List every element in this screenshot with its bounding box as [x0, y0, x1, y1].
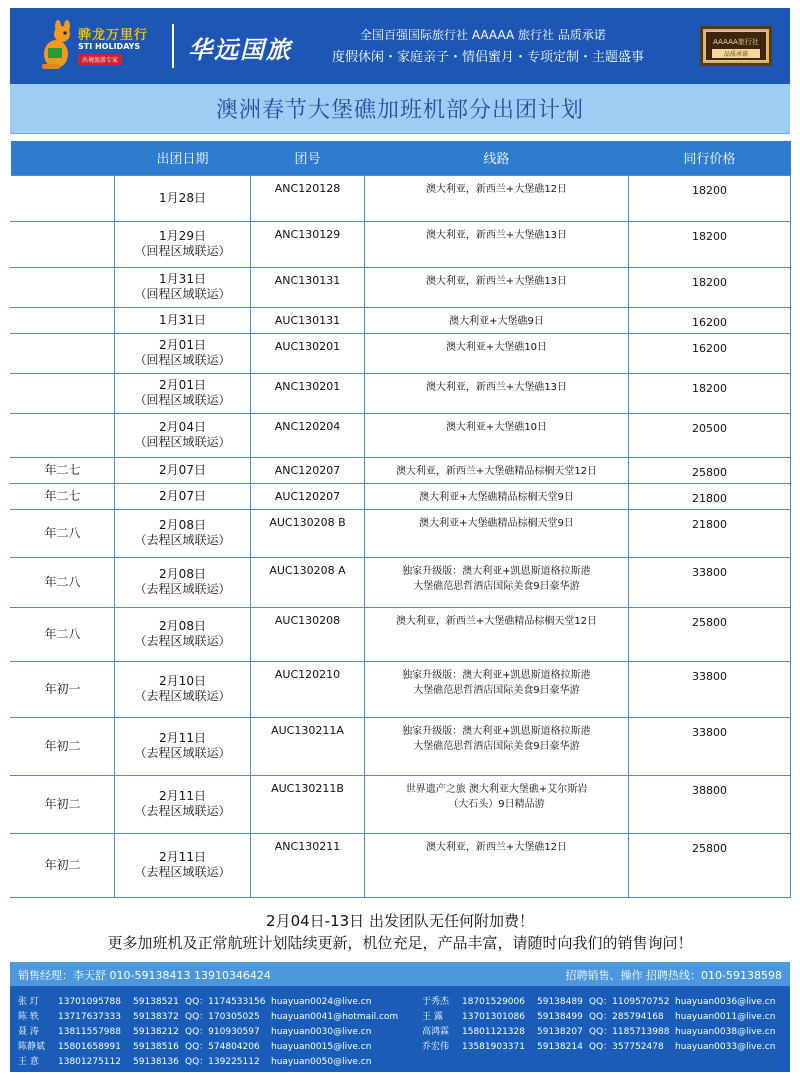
price-cell — [629, 607, 791, 661]
lunar-date-cell — [11, 175, 115, 221]
departure-date: 2月10日 — [159, 674, 206, 688]
lunar-date: 年二八 — [44, 575, 81, 589]
contact-name: 陈 轶 — [18, 1012, 39, 1022]
route-cell — [365, 307, 629, 333]
company-logo — [34, 18, 162, 74]
group-code: ANC120128 — [274, 181, 341, 195]
date-note: （去程区域联运） — [134, 634, 231, 648]
contact-mobile: 13701301086 — [462, 1012, 525, 1022]
route-cell — [365, 775, 629, 833]
contact-name: 陈静斌 — [18, 1042, 46, 1052]
contact-email[interactable]: huayuan0050@live.cn — [271, 1057, 372, 1067]
group-code: ANC120207 — [274, 463, 341, 477]
contact-name: 王 露 — [422, 1012, 443, 1022]
route-cell — [365, 661, 629, 717]
group-code-cell — [251, 413, 365, 457]
lunar-date: 年初二 — [44, 797, 81, 811]
departure-date: 2月04日 — [159, 420, 206, 434]
route-line-1: 澳大利亚，新西兰+大堡礁12日 — [425, 841, 568, 853]
route-cell — [365, 509, 629, 557]
page-title: 澳洲春节大堡礁加班机部分出团计划 — [215, 98, 584, 123]
table-row — [11, 775, 791, 833]
departure-date-cell — [115, 717, 251, 775]
contact-phone: 59138516 — [133, 1042, 179, 1052]
group-code: ANC130201 — [274, 379, 341, 393]
contact-row — [18, 994, 398, 1009]
group-code-cell — [251, 267, 365, 307]
table-row — [11, 483, 791, 509]
group-code-cell — [251, 221, 365, 267]
contact-mobile: 13801275112 — [58, 1057, 121, 1067]
lunar-date-cell — [11, 413, 115, 457]
route-line-1: 独家升级版：澳大利亚+凯恩斯道格拉斯港 — [402, 725, 591, 737]
contact-row — [422, 1039, 775, 1054]
table-row — [11, 333, 791, 373]
recruitment-info: 招聘销售、操作 招聘热线：010-59138598 — [565, 969, 782, 982]
peer-price: 18200 — [692, 229, 727, 243]
route-line-1: 澳大利亚，新西兰+大堡礁精品棕榈天堂12日 — [395, 465, 598, 477]
contact-row — [18, 1024, 398, 1039]
price-cell — [629, 175, 791, 221]
group-code-cell — [251, 775, 365, 833]
contact-email[interactable]: huayuan0011@live.cn — [675, 1012, 776, 1022]
price-cell — [629, 333, 791, 373]
route-cell — [365, 717, 629, 775]
group-code: AUC130211A — [271, 723, 344, 737]
contact-email[interactable]: huayuan0041@hotmail.com — [271, 1012, 399, 1022]
contacts-left-column — [18, 994, 398, 1069]
contact-qq: QQ：910930597 — [185, 1027, 260, 1037]
group-code: AUC130208 B — [269, 515, 346, 529]
lunar-date-cell — [11, 509, 115, 557]
group-code: ANC130129 — [274, 227, 341, 241]
contact-phone: 59138499 — [537, 1012, 583, 1022]
route-cell — [365, 267, 629, 307]
lunar-date-cell — [11, 267, 115, 307]
date-note: （去程区域联运） — [134, 804, 231, 818]
contact-name: 聂 涛 — [18, 1027, 39, 1037]
table-row — [11, 267, 791, 307]
departure-date: 2月01日 — [159, 378, 206, 392]
contact-qq: QQ：357752478 — [589, 1042, 664, 1052]
peer-price: 18200 — [692, 381, 727, 395]
peer-price: 16200 — [692, 315, 727, 329]
contacts-panel — [10, 986, 790, 1072]
price-cell — [629, 833, 791, 897]
table-row — [11, 413, 791, 457]
departure-date-cell — [115, 661, 251, 717]
contact-row — [422, 1009, 775, 1024]
route-line-1: 澳大利亚，新西兰+大堡礁13日 — [425, 275, 568, 287]
group-code-cell — [251, 833, 365, 897]
contact-mobile: 13811557988 — [58, 1027, 121, 1037]
departure-date: 1月31日 — [159, 312, 206, 327]
contact-qq: QQ：1109570752 — [589, 997, 670, 1007]
group-code: ANC130131 — [274, 273, 341, 287]
contact-name: 于秀杰 — [422, 997, 450, 1007]
route-cell — [365, 833, 629, 897]
peer-price: 33800 — [692, 669, 727, 683]
table-row — [11, 833, 791, 897]
badge-title: AAAAA旅行社 — [713, 38, 759, 46]
group-code-cell — [251, 175, 365, 221]
peer-price: 16200 — [692, 341, 727, 355]
price-cell — [629, 307, 791, 333]
peer-price: 18200 — [692, 183, 727, 197]
date-note: （去程区域联运） — [134, 533, 231, 547]
notice-no-surcharge: 2月04日-13日 出发团队无任何附加费！ — [266, 912, 534, 930]
header-group-code: 团号 — [251, 141, 365, 175]
price-cell — [629, 717, 791, 775]
contact-name: 张 玎 — [18, 997, 39, 1007]
price-cell — [629, 221, 791, 267]
table-row — [11, 457, 791, 483]
departure-date: 1月28日 — [159, 190, 206, 205]
departure-date-cell — [115, 457, 251, 483]
peer-price: 38800 — [692, 783, 727, 797]
route-line-1: 澳大利亚，新西兰+大堡礁13日 — [425, 381, 568, 393]
group-code: AUC120207 — [274, 489, 341, 503]
departure-date: 2月07日 — [159, 462, 206, 477]
header-route: 线路 — [365, 141, 629, 175]
price-cell — [629, 661, 791, 717]
group-code: ANC130211 — [274, 839, 341, 853]
departure-date: 2月11日 — [159, 850, 206, 864]
group-code-cell — [251, 717, 365, 775]
route-cell — [365, 373, 629, 413]
contact-phone: 59138136 — [133, 1057, 179, 1067]
date-note: （去程区域联运） — [134, 746, 231, 760]
peer-price: 33800 — [692, 565, 727, 579]
lunar-date-cell — [11, 557, 115, 607]
contact-name: 高鸿霖 — [422, 1027, 450, 1037]
sales-manager: 销售经理：李天舒 010-59138413 13910346424 — [18, 969, 271, 982]
lunar-date: 年初一 — [44, 682, 81, 696]
departure-date-cell — [115, 775, 251, 833]
lunar-date: 年初二 — [44, 858, 81, 872]
departure-date-cell — [115, 373, 251, 413]
departure-date-cell — [115, 175, 251, 221]
departure-date-cell — [115, 509, 251, 557]
date-note: （回程区域联运） — [134, 353, 231, 367]
title-bar — [10, 84, 790, 134]
table-row — [11, 221, 791, 267]
contact-email[interactable]: huayuan0033@live.cn — [675, 1042, 776, 1052]
departure-date: 1月29日 — [159, 229, 206, 243]
departure-date: 2月08日 — [159, 567, 206, 581]
lunar-date-cell — [11, 373, 115, 413]
contact-qq: QQ：1174533156 — [185, 997, 266, 1007]
lunar-date-cell — [11, 457, 115, 483]
departure-date-cell — [115, 333, 251, 373]
route-line-1: 澳大利亚+大堡礁9日 — [449, 315, 544, 327]
header-date: 出团日期 — [115, 141, 251, 175]
route-line-2: 大堡礁范思哲酒店国际美食9日豪华游 — [413, 684, 580, 696]
route-cell — [365, 333, 629, 373]
contacts-right-column — [422, 994, 775, 1054]
lunar-date-cell — [11, 483, 115, 509]
brand-name: 华远国旅 — [188, 36, 292, 64]
departure-date-cell — [115, 221, 251, 267]
table-row — [11, 509, 791, 557]
header-lunar — [11, 141, 115, 175]
lunar-date-cell — [11, 717, 115, 775]
contact-phone: 59138207 — [537, 1027, 583, 1037]
logo-english-name: STI HOLIDAYS — [78, 42, 141, 51]
departure-date: 1月31日 — [159, 272, 206, 286]
contact-phone: 59138372 — [133, 1012, 179, 1022]
table-row — [11, 661, 791, 717]
contact-phone: 59138214 — [537, 1042, 583, 1052]
contact-mobile: 15801658991 — [58, 1042, 121, 1052]
route-line-1: 澳大利亚+大堡礁精品棕榈天堂9日 — [419, 517, 574, 529]
peer-price: 18200 — [692, 275, 727, 289]
table-row — [11, 307, 791, 333]
group-code: ANC120204 — [274, 419, 341, 433]
departure-date: 2月01日 — [159, 338, 206, 352]
logo-chinese-name: 骅龙万里行 — [78, 28, 149, 43]
group-code: AUC130208 — [274, 613, 341, 627]
price-cell — [629, 509, 791, 557]
lunar-date: 年二八 — [44, 627, 81, 641]
table-row — [11, 607, 791, 661]
group-code: AUC120210 — [274, 667, 341, 681]
contact-email[interactable]: huayuan0036@live.cn — [675, 997, 776, 1007]
peer-price: 25800 — [692, 465, 727, 479]
date-note: （回程区域联运） — [134, 435, 231, 449]
contact-phone: 59138489 — [537, 997, 583, 1007]
contact-email[interactable]: huayuan0030@live.cn — [271, 1027, 372, 1037]
contact-qq: QQ：285794168 — [589, 1012, 664, 1022]
route-cell — [365, 607, 629, 661]
header-price: 同行价格 — [629, 141, 791, 175]
peer-price: 21800 — [692, 517, 727, 531]
peer-price: 25800 — [692, 615, 727, 629]
date-note: （去程区域联运） — [134, 582, 231, 596]
logo-tagline: 出境旅游专家 — [78, 54, 122, 65]
footer-bar — [10, 962, 790, 986]
route-line-1: 澳大利亚，新西兰+大堡礁精品棕榈天堂12日 — [395, 615, 598, 627]
contact-mobile: 15801121328 — [462, 1027, 525, 1037]
departure-date: 2月11日 — [159, 731, 206, 745]
contact-email[interactable]: huayuan0038@live.cn — [675, 1027, 776, 1037]
slogan-line-2: 度假休闲・家庭亲子・情侣蜜月・专项定制・主题盛事 — [332, 50, 645, 65]
contact-qq: QQ：170305025 — [185, 1012, 260, 1022]
contact-email[interactable]: huayuan0015@live.cn — [271, 1042, 372, 1052]
lunar-date: 年二七 — [44, 463, 81, 477]
lunar-date: 年二八 — [44, 526, 81, 540]
contact-qq: QQ：574804206 — [185, 1042, 260, 1052]
lunar-date-cell — [11, 333, 115, 373]
departure-date: 2月07日 — [159, 488, 206, 503]
date-note: （回程区域联运） — [134, 244, 231, 258]
peer-price: 20500 — [692, 421, 727, 435]
route-cell — [365, 413, 629, 457]
date-note: （去程区域联运） — [134, 865, 231, 879]
header-divider — [172, 24, 174, 68]
table-row — [11, 373, 791, 413]
date-note: （回程区域联运） — [134, 287, 231, 301]
lunar-date-cell — [11, 775, 115, 833]
price-cell — [629, 267, 791, 307]
group-code-cell — [251, 557, 365, 607]
group-code-cell — [251, 661, 365, 717]
contact-mobile: 13717637333 — [58, 1012, 121, 1022]
contact-email[interactable]: huayuan0024@live.cn — [271, 997, 372, 1007]
lunar-date-cell — [11, 221, 115, 267]
route-cell — [365, 483, 629, 509]
departure-date-cell — [115, 413, 251, 457]
contact-mobile: 13581903371 — [462, 1042, 525, 1052]
departure-date: 2月08日 — [159, 619, 206, 633]
route-cell — [365, 457, 629, 483]
price-cell — [629, 483, 791, 509]
group-code: AUC130208 A — [269, 563, 346, 577]
route-line-1: 澳大利亚，新西兰+大堡礁12日 — [425, 183, 568, 195]
lunar-date: 年二七 — [44, 489, 81, 503]
contact-row — [18, 1054, 398, 1069]
peer-price: 21800 — [692, 491, 727, 505]
route-line-1: 澳大利亚+大堡礁10日 — [445, 341, 548, 353]
badge-subtitle: 品质承诺 — [712, 49, 760, 58]
group-code: AUC130201 — [274, 339, 341, 353]
route-cell — [365, 175, 629, 221]
contact-phone: 59138212 — [133, 1027, 179, 1037]
route-cell — [365, 221, 629, 267]
price-cell — [629, 457, 791, 483]
lunar-date-cell — [11, 661, 115, 717]
route-line-1: 世界遗产之旅 澳大利亚大堡礁+艾尔斯岩 — [405, 783, 588, 795]
group-code-cell — [251, 333, 365, 373]
lunar-date: 年初二 — [44, 739, 81, 753]
route-line-2: 大堡礁范思哲酒店国际美食9日豪华游 — [413, 740, 580, 752]
contact-mobile: 18701529006 — [462, 997, 525, 1007]
contact-row — [18, 1039, 398, 1054]
slogan-line-1: 全国百强国际旅行社 AAAAA 旅行社 品质承诺 — [360, 28, 606, 42]
contact-name: 王 意 — [18, 1057, 39, 1067]
lunar-date-cell — [11, 607, 115, 661]
table-row — [11, 717, 791, 775]
contact-row — [422, 1024, 775, 1039]
departure-date: 2月08日 — [159, 518, 206, 532]
departure-date-cell — [115, 267, 251, 307]
contact-row — [18, 1009, 398, 1024]
kangaroo-icon — [34, 20, 78, 72]
departure-plan-table — [10, 141, 791, 898]
departure-date-cell — [115, 833, 251, 897]
group-code-cell — [251, 457, 365, 483]
departure-date-cell — [115, 307, 251, 333]
peer-price: 25800 — [692, 841, 727, 855]
lunar-date-cell — [11, 833, 115, 897]
group-code-cell — [251, 307, 365, 333]
route-line-1: 澳大利亚，新西兰+大堡礁13日 — [425, 229, 568, 241]
header-banner — [10, 8, 790, 84]
date-note: （去程区域联运） — [134, 689, 231, 703]
quality-badge — [700, 26, 772, 66]
route-line-2: （大石头）9日精品游 — [448, 798, 545, 810]
price-cell — [629, 557, 791, 607]
group-code-cell — [251, 483, 365, 509]
departure-date-cell — [115, 557, 251, 607]
route-cell — [365, 557, 629, 607]
departure-date-cell — [115, 607, 251, 661]
price-cell — [629, 373, 791, 413]
group-code-cell — [251, 509, 365, 557]
price-cell — [629, 775, 791, 833]
group-code-cell — [251, 373, 365, 413]
contact-row — [422, 994, 775, 1009]
route-line-1: 独家升级版：澳大利亚+凯恩斯道格拉斯港 — [402, 565, 591, 577]
notice-more-flights: 更多加班机及正常航班计划陆续更新，机位充足，产品丰富，请随时向我们的销售询问！ — [107, 934, 693, 952]
contact-mobile: 13701095788 — [58, 997, 121, 1007]
departure-date-cell — [115, 483, 251, 509]
price-cell — [629, 413, 791, 457]
contact-phone: 59138521 — [133, 997, 179, 1007]
route-line-1: 独家升级版：澳大利亚+凯恩斯道格拉斯港 — [402, 669, 591, 681]
contact-qq: QQ：139225112 — [185, 1057, 260, 1067]
contact-qq: QQ：1185713988 — [589, 1027, 670, 1037]
peer-price: 33800 — [692, 725, 727, 739]
contact-name: 乔宏伟 — [422, 1042, 450, 1052]
lunar-date-cell — [11, 307, 115, 333]
group-code-cell — [251, 607, 365, 661]
table-header-row — [11, 141, 791, 175]
departure-date: 2月11日 — [159, 789, 206, 803]
date-note: （回程区域联运） — [134, 393, 231, 407]
group-code: AUC130211B — [271, 781, 344, 795]
route-line-1: 澳大利亚+大堡礁精品棕榈天堂9日 — [419, 491, 574, 503]
table-row — [11, 175, 791, 221]
route-line-1: 澳大利亚+大堡礁10日 — [445, 421, 548, 433]
route-line-2: 大堡礁范思哲酒店国际美食9日豪华游 — [413, 580, 580, 592]
table-row — [11, 557, 791, 607]
group-code: AUC130131 — [274, 313, 341, 327]
